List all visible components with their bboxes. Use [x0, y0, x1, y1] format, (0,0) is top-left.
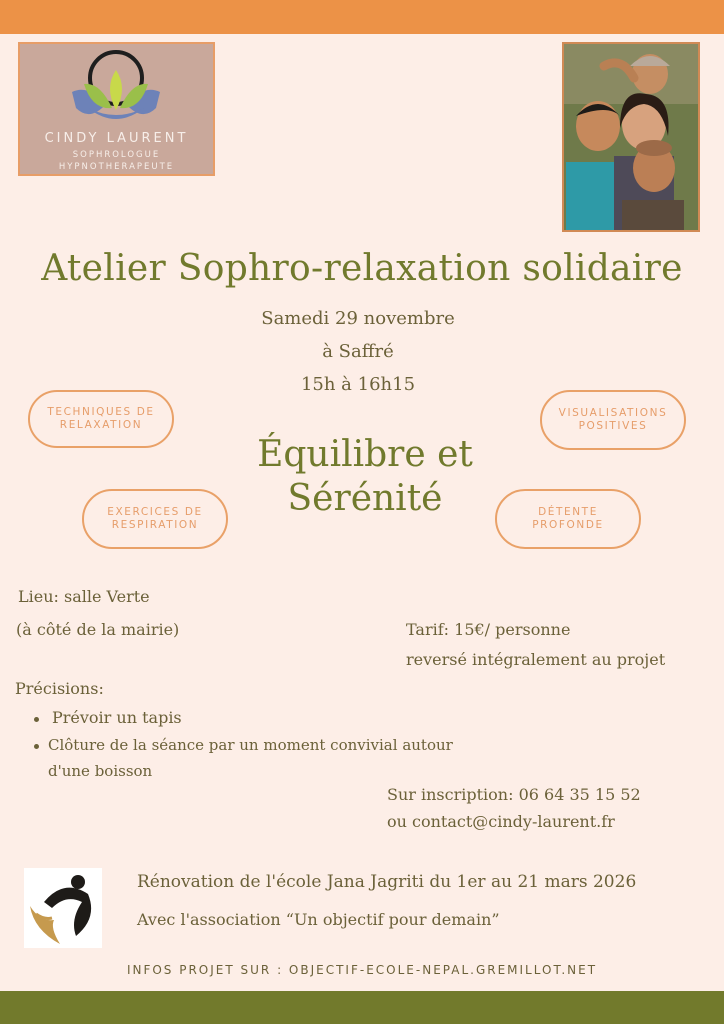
event-time: 15h à 16h15 [300, 374, 416, 395]
price-note: reversé intégralement au projet [406, 650, 666, 669]
project-info-link[interactable]: INFOS PROJET SUR : OBJECTIF-ECOLE-NEPAL.GREMILLOT.NET [126, 963, 598, 977]
association-logo [24, 868, 102, 948]
bullet-dot [34, 717, 39, 722]
location-detail: (à côté de la mairie) [16, 620, 180, 639]
brand-title-1: SOPHROLOGUE [72, 150, 161, 160]
details-item-continued: d'une boisson [48, 762, 153, 780]
bullet-dot [34, 744, 39, 749]
project-association: Avec l'association “Un objectif pour demain” [137, 910, 500, 929]
brand-title-2: HYPNOTHERAPEUTE [58, 162, 175, 172]
pill-text: PROFONDE [532, 519, 604, 531]
price: Tarif: 15€/ personne [406, 620, 571, 639]
project-title: Rénovation de l'école Jana Jagriti du 1er au 21 mars 2026 [137, 872, 637, 892]
pill-text: POSITIVES [578, 420, 648, 432]
children-photo [562, 42, 700, 232]
pill-relaxation [28, 390, 174, 448]
details-item: Prévoir un tapis [52, 708, 182, 727]
pill-text: VISUALISATIONS [558, 407, 668, 419]
contact-email: ou contact@cindy-laurent.fr [387, 812, 615, 831]
pill-text: RELAXATION [59, 419, 143, 431]
details-item: Clôture de la séance par un moment convivial autour [48, 736, 453, 754]
pill-text: RESPIRATION [111, 519, 199, 531]
pill-text: EXERCICES DE [107, 506, 203, 518]
top-color-band [0, 0, 724, 34]
brand-logo [18, 42, 215, 176]
brand-name: CINDY LAURENT [44, 131, 189, 146]
heart-hand-icon [24, 868, 102, 948]
theme-line-1: Équilibre et [257, 434, 473, 475]
location-venue: Lieu: salle Verte [18, 587, 150, 606]
pill-text: TECHNIQUES DE [47, 406, 155, 418]
lotus-logo-icon [66, 48, 166, 130]
bottom-color-band [0, 991, 724, 1024]
details-heading: Précisions: [15, 679, 104, 698]
pill-visualisations [540, 390, 686, 450]
pill-text: DÉTENTE [538, 506, 598, 518]
theme-line-2: Sérénité [287, 478, 443, 519]
event-title: Atelier Sophro-relaxation solidaire [41, 248, 683, 289]
event-place: à Saffré [322, 341, 394, 362]
contact-phone: Sur inscription: 06 64 35 15 52 [387, 785, 641, 804]
event-date: Samedi 29 novembre [261, 308, 455, 329]
